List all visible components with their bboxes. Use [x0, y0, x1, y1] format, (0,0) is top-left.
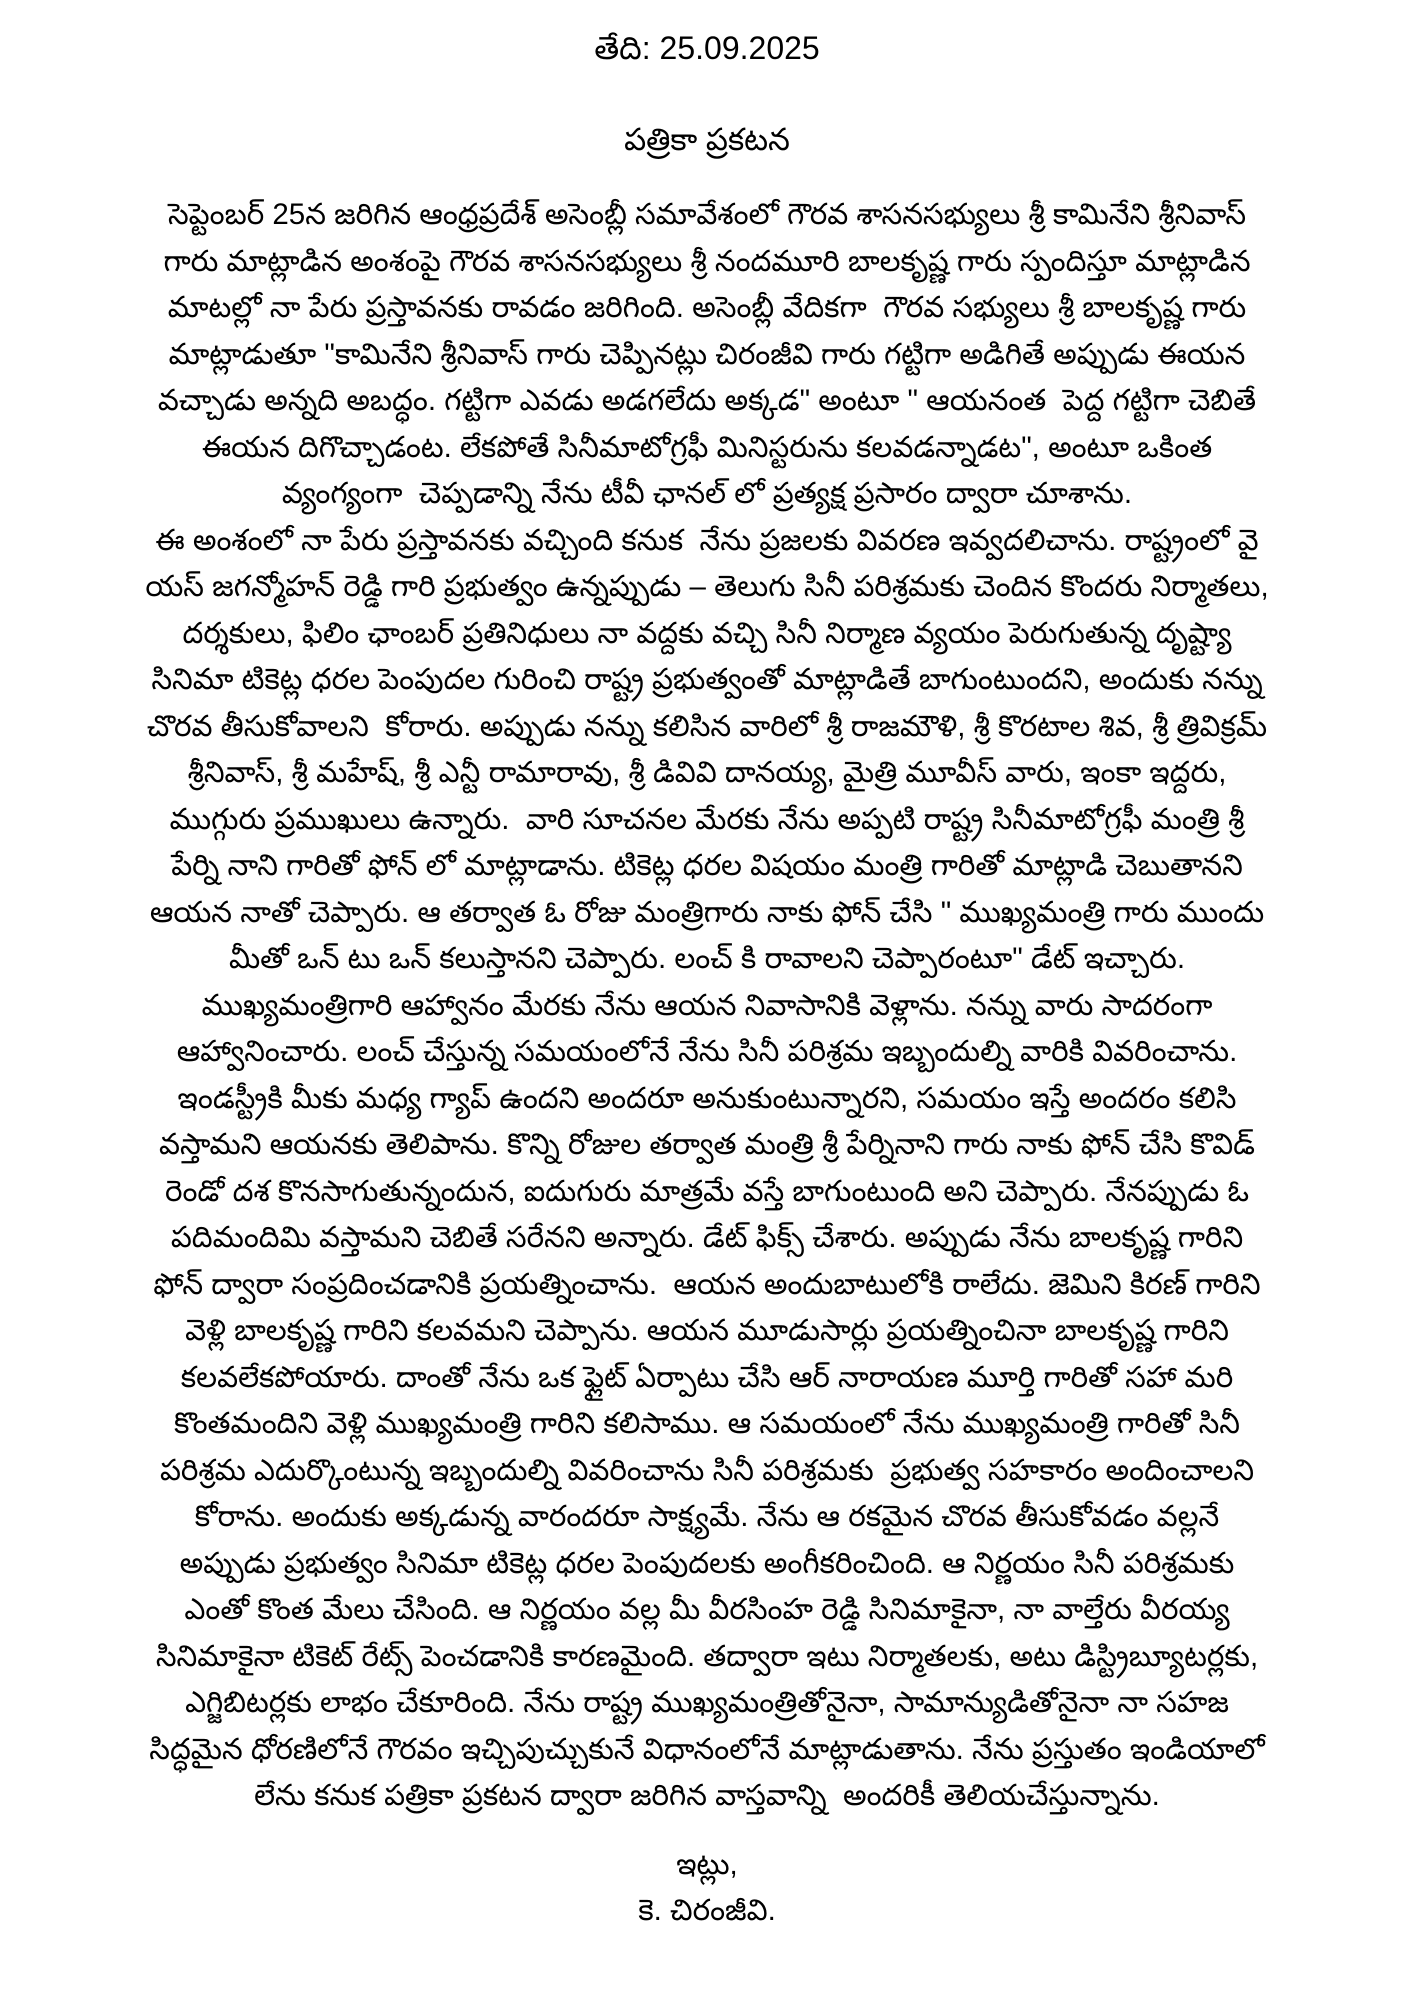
closing-block	[72, 1842, 1342, 1934]
body-line: వస్తామని ఆయనకు తెలిపాను. కొన్ని రోజుల తర్వాత మంత్రి శ్రీ పేర్నినాని గారు నాకు ఫోన్ చేసి కొవిడ్	[159, 1128, 1255, 1161]
body-line: అప్పుడు ప్రభుత్వం సినిమా టికెట్ల ధరల పెంపుదలకు అంగీకరించింది. ఆ నిర్ణయం సినీ పరిశ్రమకు	[179, 1546, 1235, 1580]
body-line: దర్శకులు, ఫిలిం ఛాంబర్ ప్రతినిధులు నా వద్దకు వచ్చి సినీ నిర్మాణ వ్యయం పెరుగుతున్న దృష్ట్యా	[182, 616, 1232, 650]
body-line: మీతో ఒన్ టు ఒన్ కలుస్తానని చెప్పారు. లంచ్ కి రావాలని చెప్పారంటూ" డేట్ ఇచ్చారు.	[228, 942, 1186, 975]
closing-word: ఇట్లు,	[676, 1847, 738, 1881]
date-line: తేది: 25.09.2025	[594, 30, 820, 66]
body-line: ఈ అంశంలో నా పేరు ప్రస్తావనకు వచ్చింది కనుక నేను ప్రజలకు వివరణ ఇవ్వదలిచాను. రాష్ట్రంలో వై	[155, 523, 1259, 557]
body-line: మాటల్లో నా పేరు ప్రస్తావనకు రావడం జరిగింది. అసెంబ్లీ వేదికగా గౌరవ సభ్యులు శ్రీ బాలకృష్ణ గారు	[167, 291, 1247, 324]
signature-name: కె. చిరంజీవి.	[638, 1893, 776, 1927]
body-line: సెప్టెంబర్ 25న జరిగిన ఆంధ్రప్రదేశ్ అసెంబ్లీ సమావేశంలో గౌరవ శాసనసభ్యులు శ్రీ కామినేని శ్రీనివాస్	[167, 198, 1247, 231]
body-line: గారు మాట్లాడిన అంశంపై గౌరవ శాసనసభ్యులు శ్రీ నందమూరి బాలకృష్ణ గారు స్పందిస్తూ మాట్లాడిన	[163, 244, 1251, 278]
body-line: సినిమా టికెట్ల ధరల పెంపుదల గురించి రాష్ట్ర ప్రభుత్వంతో మాట్లాడితే బాగుంటుందని, అందుకు నన్ను	[151, 663, 1263, 696]
body-line: యస్ జగన్మోహన్ రెడ్డి గారి ప్రభుత్వం ఉన్నప్పుడు – తెలుగు సినీ పరిశ్రమకు చెందిన కొందరు నిర్మాతలు,	[145, 570, 1269, 603]
body-line: ఫోన్ ద్వారా సంప్రదించడానికి ప్రయత్నించాను. ఆయన అందుబాటులోకి రాలేదు. జెమిని కిరణ్ గారిని	[153, 1267, 1261, 1301]
body-line: రెండో దశ కొనసాగుతున్నందున, ఐదుగురు మాత్రమే వస్తే బాగుంటుంది అని చెప్పారు. నేనప్పుడు ఓ	[164, 1174, 1250, 1208]
body-line: ఇండస్ట్రీకి మీకు మధ్య గ్యాప్ ఉందని అందరూ అనుకుంటున్నారని, సమయం ఇస్తే అందరం కలిసి	[177, 1081, 1237, 1115]
body-line: పేర్ని నాని గారితో ఫోన్ లో మాట్లాడాను. టికెట్ల ధరల విషయం మంత్రి గారితో మాట్లాడి చెబుతానని	[171, 849, 1243, 882]
body-line: పరిశ్రమ ఎదుర్కొంటున్న ఇబ్బందుల్ని వివరించాను సినీ పరిశ్రమకు ప్రభుత్వ సహకారం అందించాలని	[159, 1453, 1255, 1487]
body-line: ఎంతో కొంత మేలు చేసింది. ఆ నిర్ణయం వల్ల మీ వీరసింహ రెడ్డి సినిమాకైనా, నా వాల్తేరు వీరయ్య	[184, 1593, 1230, 1626]
body-line: కోరాను. అందుకు అక్కడున్న వారందరూ సాక్ష్యమే. నేను ఆ రకమైన చొరవ తీసుకోవడం వల్లనే	[194, 1500, 1220, 1533]
press-release-body	[72, 192, 1342, 1820]
body-line: ఎగ్జిబిటర్లకు లాభం చేకూరింది. నేను రాష్ట్ర ముఖ్యమంత్రితోనైనా, సామాన్యుడితోనైనా నా సహజ	[185, 1686, 1229, 1719]
body-line: సినిమాకైనా టికెట్ రేట్స్ పెంచడానికి కారణమైంది. తద్వారా ఇటు నిర్మాతలకు, అటు డిస్ట్రిబ్యూటర్లకు,	[155, 1639, 1259, 1673]
body-line: శ్రీనివాస్, శ్రీ మహేష్, శ్రీ ఎన్టీ రామారావు, శ్రీ డివివి దానయ్య, మైత్రి మూవీస్ వారు, ఇంకా ఇద్దరు,	[187, 756, 1227, 789]
body-line: వచ్చాడు అన్నది అబద్ధం. గట్టిగా ఎవడు అడగలేదు అక్కడ" అంటూ " ఆయనంత పెద్ద గట్టిగా చెబితే	[157, 384, 1257, 417]
body-line: సిద్ధమైన ధోరణిలోనే గౌరవం ఇచ్చిపుచ్చుకునే విధానంలోనే మాట్లాడుతాను. నేను ప్రస్తుతం ఇండియాలో	[149, 1732, 1265, 1766]
body-line: వ్యంగ్యంగా చెప్పడాన్ని నేను టీవీ ఛానల్ లో ప్రత్యక్ష ప్రసారం ద్వారా చూశాను.	[281, 477, 1133, 510]
body-line: కలవలేకపోయారు. దాంతో నేను ఒక ఫ్లైట్ ఏర్పాటు చేసి ఆర్ నారాయణ మూర్తి గారితో సహా మరి	[180, 1360, 1234, 1394]
body-line: లేను కనుక పత్రికా ప్రకటన ద్వారా జరిగిన వాస్తవాన్ని అందరికీ తెలియచేస్తున్నాను.	[254, 1779, 1160, 1812]
body-line: చొరవ తీసుకోవాలని కోరారు. అప్పుడు నన్ను కలిసిన వారిలో శ్రీ రాజమౌళి, శ్రీ కొరటాల శివ, శ్రీ త్రివిక్రమ్	[146, 709, 1268, 743]
page-title: పత్రికా ప్రకటన	[624, 122, 790, 157]
body-line: ముగ్గురు ప్రముఖులు ఉన్నారు. వారి సూచనల మేరకు నేను అప్పటి రాష్ట్ర సినీమాటోగ్రఫీ మంత్రి శ్రీ	[169, 802, 1245, 836]
body-line: కొంతమందిని వెళ్లి ముఖ్యమంత్రి గారిని కలిసాము. ఆ సమయంలో నేను ముఖ్యమంత్రి గారితో సినీ	[174, 1407, 1240, 1440]
body-line: ముఖ్యమంత్రిగారి ఆహ్వానం మేరకు నేను ఆయన నివాసానికి వెళ్లాను. నన్ను వారు సాదరంగా	[201, 988, 1213, 1022]
body-line: వెళ్లి బాలకృష్ణ గారిని కలవమని చెప్పాను. ఆయన మూడుసార్లు ప్రయత్నించినా బాలకృష్ణ గారిని	[185, 1314, 1229, 1347]
body-line: ఆహ్వానించారు. లంచ్ చేస్తున్న సమయంలోనే నేను సినీ పరిశ్రమ ఇబ్బందుల్ని వారికి వివరించాను.	[176, 1035, 1238, 1068]
body-line: ఈయన దిగొచ్చాడంట. లేకపోతే సినీమాటోగ్రఫీ మినిస్టరును కలవడన్నాడట", అంటూ ఒకింత	[201, 430, 1213, 464]
body-line: పదిమందిమి వస్తామని చెబితే సరేనని అన్నారు. డేట్ ఫిక్స్ చేశారు. అప్పుడు నేను బాలకృష్ణ గారిని	[170, 1221, 1244, 1254]
body-line: ఆయన నాతో చెప్పారు. ఆ తర్వాత ఓ రోజు మంత్రిగారు నాకు ఫోన్ చేసి " ముఖ్యమంత్రి గారు ముందు	[149, 895, 1265, 929]
body-line: మాట్లాడుతూ "కామినేని శ్రీనివాస్ గారు చెప్పినట్లు చిరంజీవి గారు గట్టిగా అడిగితే అప్పుడు ఈయన	[168, 337, 1246, 371]
